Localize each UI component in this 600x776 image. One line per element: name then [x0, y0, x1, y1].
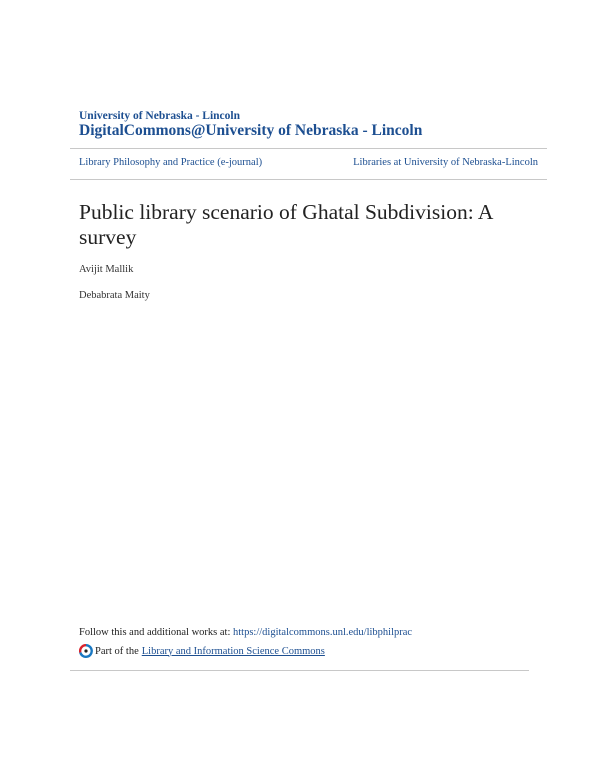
- collection-url-link[interactable]: https://digitalcommons.unl.edu/libphilprac: [233, 627, 413, 638]
- divider-middle: [70, 179, 547, 180]
- divider-top: [70, 148, 547, 149]
- libraries-link[interactable]: Libraries at University of Nebraska-Lincoln: [353, 157, 538, 168]
- part-of-text: Part of the: [95, 645, 139, 657]
- author-name: Avijit Mallik: [79, 264, 134, 275]
- article-title: Public library scenario of Ghatal Subdivision: A survey: [79, 200, 493, 249]
- author-name: Debabrata Maity: [79, 290, 150, 301]
- institution-name[interactable]: University of Nebraska - Lincoln: [79, 110, 240, 122]
- follow-line: [79, 627, 412, 638]
- repository-name[interactable]: DigitalCommons@University of Nebraska - Lincoln: [79, 122, 423, 139]
- commons-link[interactable]: Library and Information Science Commons: [141, 645, 325, 657]
- network-commons-icon: [79, 644, 93, 658]
- part-of-line: [79, 644, 325, 658]
- follow-text: Follow this and additional works at:: [79, 627, 231, 638]
- divider-bottom: [70, 670, 529, 671]
- collection-link[interactable]: Library Philosophy and Practice (e-journal): [79, 157, 263, 168]
